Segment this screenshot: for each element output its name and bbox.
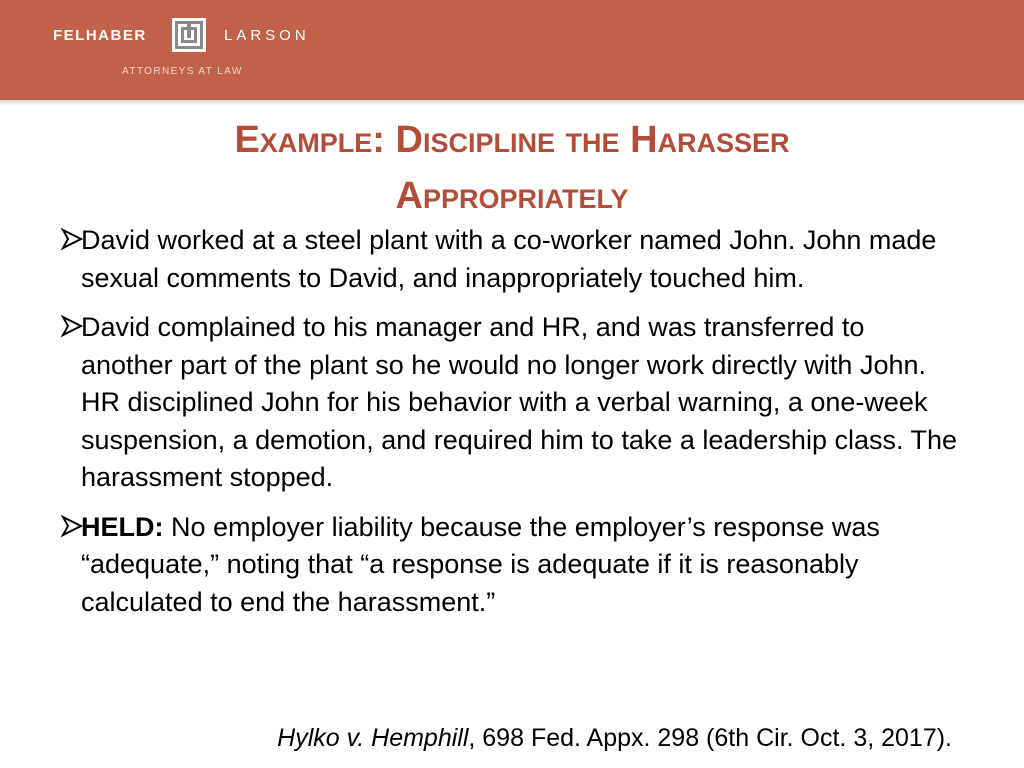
header-shadow [0,100,1024,106]
slide-title-line2: Appropriately [395,175,629,217]
bullet-item [60,509,960,622]
arrowhead-bullet-icon [60,227,84,251]
held-label: HELD: [81,511,164,542]
header-band [0,0,1024,100]
citation-case-name: Hylko v. Hemphill [277,724,469,752]
logo-larson-text: LARSON [224,27,310,44]
bullet-list [60,222,960,633]
bullet-text: David complained to his manager and HR, and was transferred to another part of the plant so he would no longer work directly with John. HR disciplined John for his behavior with a verbal warning, a one-week suspension, a demotion, and required him to take a leadership class. The harassment stopped. [81,312,958,492]
felhaber-larson-monogram-icon [172,18,206,52]
slide-title [0,112,1024,224]
arrowhead-bullet-icon [60,314,84,338]
bullet-item [60,309,960,497]
case-citation [277,721,952,755]
bullet-text: No employer liability because the employer’s response was “adequate,” noting that “a response is adequate if it is reasonably calculated to end the harassment.” [81,511,880,617]
slide-title-line1: Example: Discipline the Harasser [234,119,790,161]
arrowhead-bullet-icon [60,514,84,538]
logo-subtitle: ATTORNEYS AT LAW [122,66,243,77]
bullet-item [60,222,960,297]
citation-reference: , 698 Fed. Appx. 298 (6th Cir. Oct. 3, 2017). [468,724,952,752]
logo-felhaber-text: FELHABER [53,27,147,44]
bullet-text: David worked at a steel plant with a co-worker named John. John made sexual comments to David, and inappropriately touched him. [81,225,937,293]
